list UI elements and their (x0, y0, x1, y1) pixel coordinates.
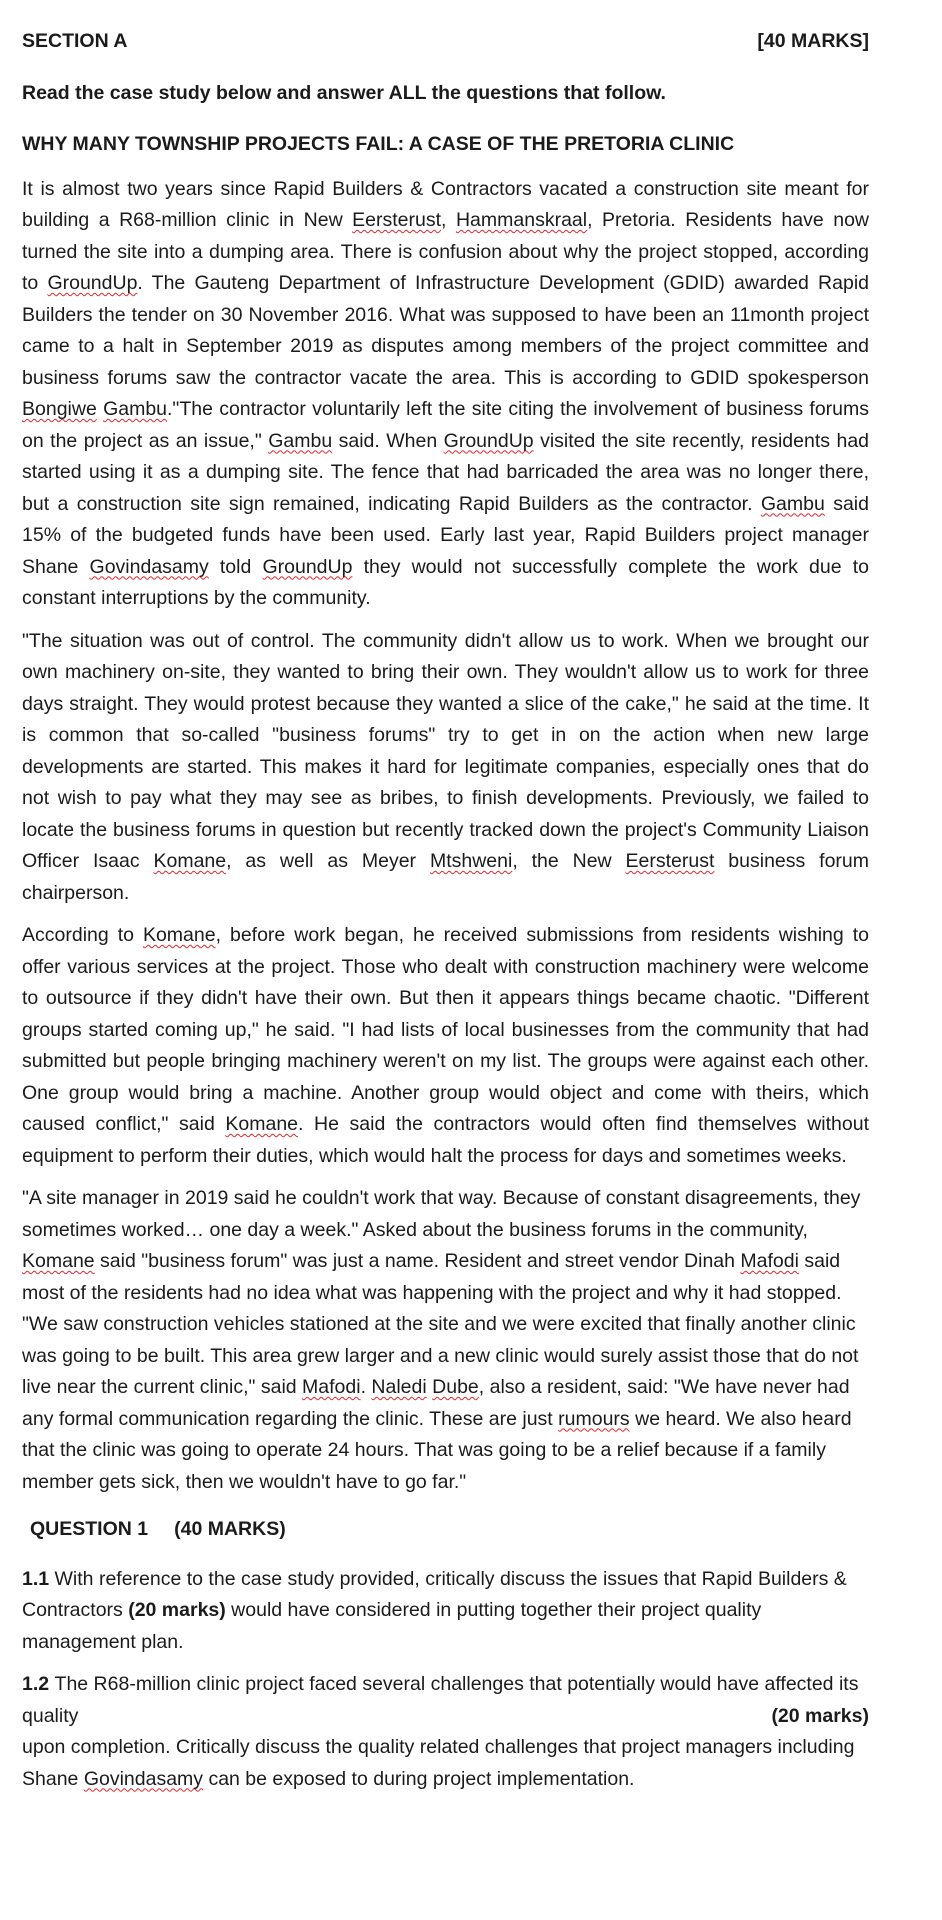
question-1-title: QUESTION 1 (30, 1518, 149, 1540)
question-1-1-text (22, 1564, 869, 1659)
case-study-title: WHY MANY TOWNSHIP PROJECTS FAIL: A CASE OF THE PRETORIA CLINIC (22, 133, 735, 155)
text-segment: said. When (332, 429, 444, 452)
text-segment: ."The contractor voluntarily left the site citing the involvement of business forums on the project as an issue," (22, 398, 870, 452)
text-segment: 1.1 (22, 1567, 55, 1590)
text-segment: , (441, 209, 456, 231)
text-segment: , as well as Meyer (226, 850, 430, 872)
section-header (22, 26, 869, 58)
misspelled-word: Dube (432, 1376, 479, 1398)
misspelled-word: Hammanskraal (455, 209, 588, 231)
misspelled-word: Gambu (760, 492, 825, 515)
question-1-2-continuation (22, 1732, 869, 1795)
misspelled-word: Mtshweni (429, 850, 513, 872)
text-segment: . The Gauteng Department of Infrastructure Development (GDID) awarded Rapid Builders the tender on 30 November 2016. What was supposed to have been an 11month project came to a halt in September 2019 as disputes among members of the project committee and business forums saw the contractor vacate the area. This is according to GDID spokesperson (22, 272, 869, 389)
text-segment: The R68-million clinic project faced several challenges that potentially would have affected its quality (22, 1673, 859, 1727)
text-segment: we heard. We also heard that the clinic was going to operate 24 hours. That was going to be a relief because if a family member gets sick, then we wouldn't have to go far." (22, 1407, 852, 1493)
misspelled-word: Komane (225, 1113, 299, 1135)
misspelled-word: Komane (153, 850, 227, 872)
text-segment: said most of the residents had no idea what was happening with the project and why it had stopped. "We saw construction vehicles stationed at the site and we were excited that finally another clinic was going to be built. This area grew larger and a new clinic would surely assist those that do not live near the current clinic," said (22, 1250, 859, 1398)
text-segment: With reference to the case study provided, critically discuss the issues that Rapid Builders & Contractors (22, 1567, 847, 1621)
question-1-2 (22, 1669, 869, 1795)
misspelled-word: rumours (558, 1407, 630, 1430)
text-segment: It is almost two years since Rapid Builders & Contractors vacated a construction site meant for building a R68-million clinic in New (22, 177, 869, 231)
text-segment: , Pretoria. Residents have now turned the site into a dumping area. There is confusion about why the project stopped, according to (22, 209, 869, 294)
question-1-header (22, 1514, 869, 1546)
text-segment: . (360, 1376, 372, 1398)
text-segment: "A site manager in 2019 said he couldn't work that way. Because of constant disagreements, they sometimes worked… one day a week." Asked about the business forums in the community, (22, 1187, 861, 1241)
misspelled-word: Govindasamy (83, 1767, 204, 1790)
text-segment: , the New (512, 850, 626, 872)
case-paragraph-4 (22, 1183, 869, 1498)
text-segment: "The situation was out of control. The community didn't allow us to work. When we brought our own machinery on-site, they wanted to bring their own. They wouldn't allow us to work for three days straight. They would protest because they wanted a slice of the cake," he said at the time. It is common that so-called "business forums" try to get in on the action when new large developments are started. This makes it hard for legitimate companies, especially ones that do not wish to pay what they may see as bribes, to finish developments. Previously, we failed to locate the business forums in question but recently tracked down the project's Community Liaison Officer Isaac (22, 629, 869, 872)
case-paragraph-2 (22, 626, 869, 910)
misspelled-word: Naledi (371, 1376, 427, 1398)
question-1-2-intro-text (22, 1673, 858, 1727)
text-segment: would have considered in putting together their project quality management plan. (22, 1599, 762, 1653)
question-1-marks: (40 MARKS) (174, 1518, 286, 1540)
instruction-line: Read the case study below and answer ALL the questions that follow. (22, 81, 666, 104)
text-segment: business forum chairperson. (22, 850, 870, 904)
text-segment: told (208, 555, 263, 578)
misspelled-word: Komane (142, 924, 216, 946)
text-segment: they would not successfully complete the work due to constant interruptions by the community. (22, 555, 869, 609)
text-segment: , also a resident, said: "We have never had any formal communication regarding the clinic. These are just (22, 1376, 850, 1430)
text-segment: . He said the contractors would often find themselves without equipment to perform their duties, which would halt the process for days and sometimes weeks. (22, 1113, 869, 1167)
misspelled-word: GroundUp (47, 272, 138, 294)
text-segment: said "business forum" was just a name. Resident and street vendor Dinah (94, 1250, 741, 1272)
text-segment: 1.2 (22, 1673, 55, 1695)
text-segment: can be exposed to during project implementation. (203, 1767, 635, 1790)
misspelled-word: GroundUp (262, 555, 353, 578)
question-1-2-marks: (20 marks) (771, 1704, 869, 1727)
misspelled-word: GroundUp (443, 429, 534, 452)
question-1-2-intro (22, 1669, 869, 1732)
misspelled-word: Bongiwe (22, 398, 97, 420)
text-segment: According to (22, 924, 143, 946)
misspelled-word: Komane (22, 1250, 95, 1272)
misspelled-word: Eersterust (352, 209, 442, 231)
misspelled-word: Gambu (268, 429, 333, 452)
text-segment: upon completion. Critically discuss the quality related challenges that project managers including Shane (22, 1736, 855, 1790)
misspelled-word: Mafodi (740, 1250, 799, 1272)
misspelled-word: Govindasamy (89, 555, 209, 578)
text-segment: visited the site recently, residents had started using it as a dumping site. The fence that had barricaded the area was no longer there, but a construction site sign remained, indicating Rapid Builders as the contractor. (22, 429, 870, 515)
section-marks: [40 MARKS] (757, 30, 869, 52)
section-title: SECTION A (22, 30, 128, 52)
case-paragraph-1 (22, 174, 869, 615)
misspelled-word: Mafodi (302, 1376, 361, 1398)
text-segment: (20 marks) (128, 1599, 226, 1621)
text-segment: said 15% of the budgeted funds have been used. Early last year, Rapid Builders project manager Shane (22, 492, 869, 578)
text-segment: , before work began, he received submissions from residents wishing to offer various services at the project. Those who dealt with construction machinery were welcome to outsource if they didn't have their own. But then it appears things became chaotic. "Different groups started coming up," he said. "I had lists of local businesses from the community that had submitted but people bringing machinery weren't on my list. The groups were against each other. One group would bring a machine. Another group would object and come with theirs, which caused conflict," said (22, 924, 869, 1135)
misspelled-word: Gambu (103, 398, 168, 420)
misspelled-word: Eersterust (625, 850, 715, 872)
case-paragraph-3 (22, 920, 869, 1172)
